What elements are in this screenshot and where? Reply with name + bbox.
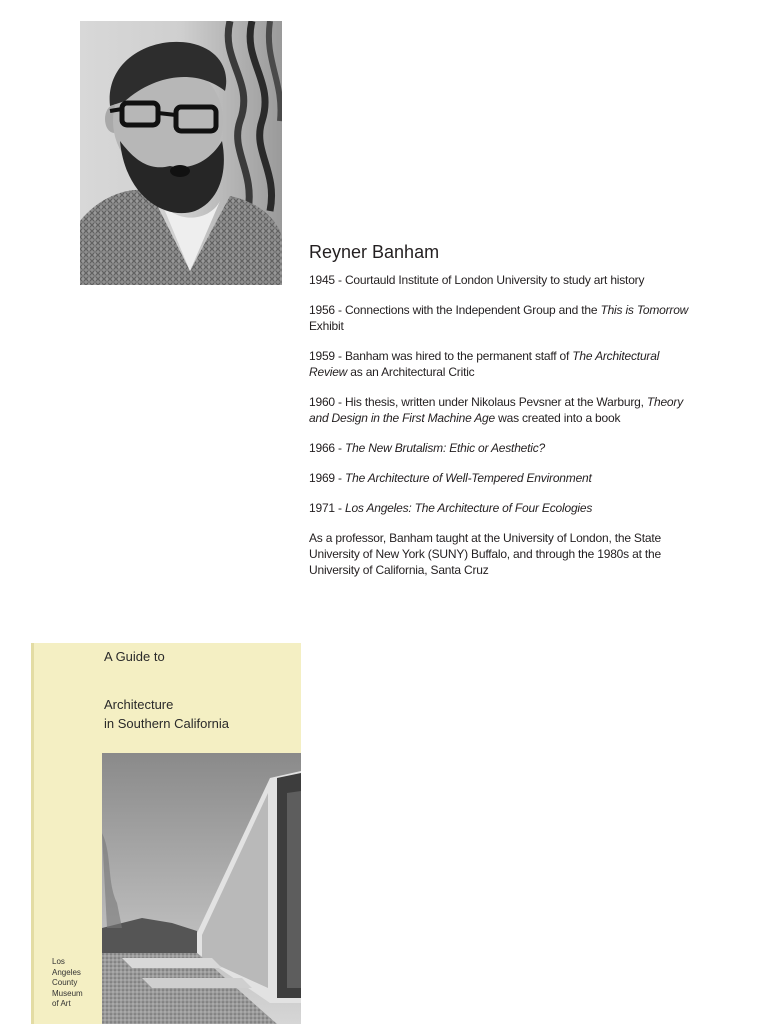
cover-publisher-line: Museum xyxy=(52,988,83,998)
bio-entry-1960 xyxy=(309,394,689,426)
entry-title-italic: The New Brutalism: Ethic or Aesthetic? xyxy=(344,441,546,455)
bio-entry-1969 xyxy=(309,470,689,486)
cover-publisher-line: Los xyxy=(52,957,65,966)
entry-text: - His thesis, written under Nikolaus Pevsner at the Warburg, xyxy=(334,395,647,409)
bio-entry-1959 xyxy=(309,348,689,380)
biography xyxy=(309,240,689,592)
entry-title-italic: Theory and Design in the First Machine Age xyxy=(309,395,684,425)
portrait-photo xyxy=(80,21,282,285)
entry-text: - xyxy=(334,441,345,455)
bio-timeline xyxy=(309,272,689,516)
entry-year: 1969 xyxy=(309,471,335,485)
entry-year: 1959 xyxy=(309,349,335,363)
bio-closing: As a professor, Banham taught at the University of London, the State University of New York (SUNY) Buffalo, and through the 1980s at the University of California, Santa Cruz xyxy=(309,531,661,577)
entry-text: - xyxy=(334,501,345,515)
cover-title-line2: Architecture xyxy=(104,697,174,712)
bio-entry-1971 xyxy=(309,500,689,516)
cover-publisher-line: Angeles xyxy=(52,967,81,977)
entry-title-italic: Los Angeles: The Architecture of Four Ecologies xyxy=(344,501,593,515)
cover-publisher-line: County xyxy=(52,978,78,987)
entry-text: - Connections with the Independent Group and the xyxy=(334,303,601,317)
entry-year: 1960 xyxy=(309,395,335,409)
entry-text: was created into a book xyxy=(495,411,621,425)
entry-title-italic: The Architectural Review xyxy=(309,349,660,379)
entry-year: 1945 xyxy=(309,273,335,287)
cover-title-line1: A Guide to xyxy=(104,649,165,664)
cover-building-photo xyxy=(102,753,301,1024)
entry-title-italic: The Architecture of Well-Tempered Environment xyxy=(344,471,592,485)
entry-text: - xyxy=(334,471,345,485)
bio-entry-1956 xyxy=(309,302,689,334)
bio-name: Reyner Banham xyxy=(309,242,440,262)
entry-title-italic: This is Tomorrow xyxy=(600,303,689,317)
entry-year: 1971 xyxy=(309,501,335,515)
portrait-illustration xyxy=(80,21,282,285)
cover-spine xyxy=(31,643,34,1024)
entry-text: as an Architectural Critic xyxy=(347,365,475,379)
cover-publisher-line: of Art xyxy=(52,999,71,1008)
entry-year: 1966 xyxy=(309,441,335,455)
entry-text: - Banham was hired to the permanent staff of xyxy=(334,349,573,363)
bio-entry-1945 xyxy=(309,272,689,288)
entry-text: - Courtauld Institute of London University to study art history xyxy=(334,273,645,287)
entry-year: 1956 xyxy=(309,303,335,317)
cover-title-line3: in Southern California xyxy=(104,716,230,731)
cover-publisher xyxy=(52,957,100,1010)
bio-entry-1966 xyxy=(309,440,689,456)
entry-text: Exhibit xyxy=(309,319,344,333)
book-cover xyxy=(31,643,301,1024)
